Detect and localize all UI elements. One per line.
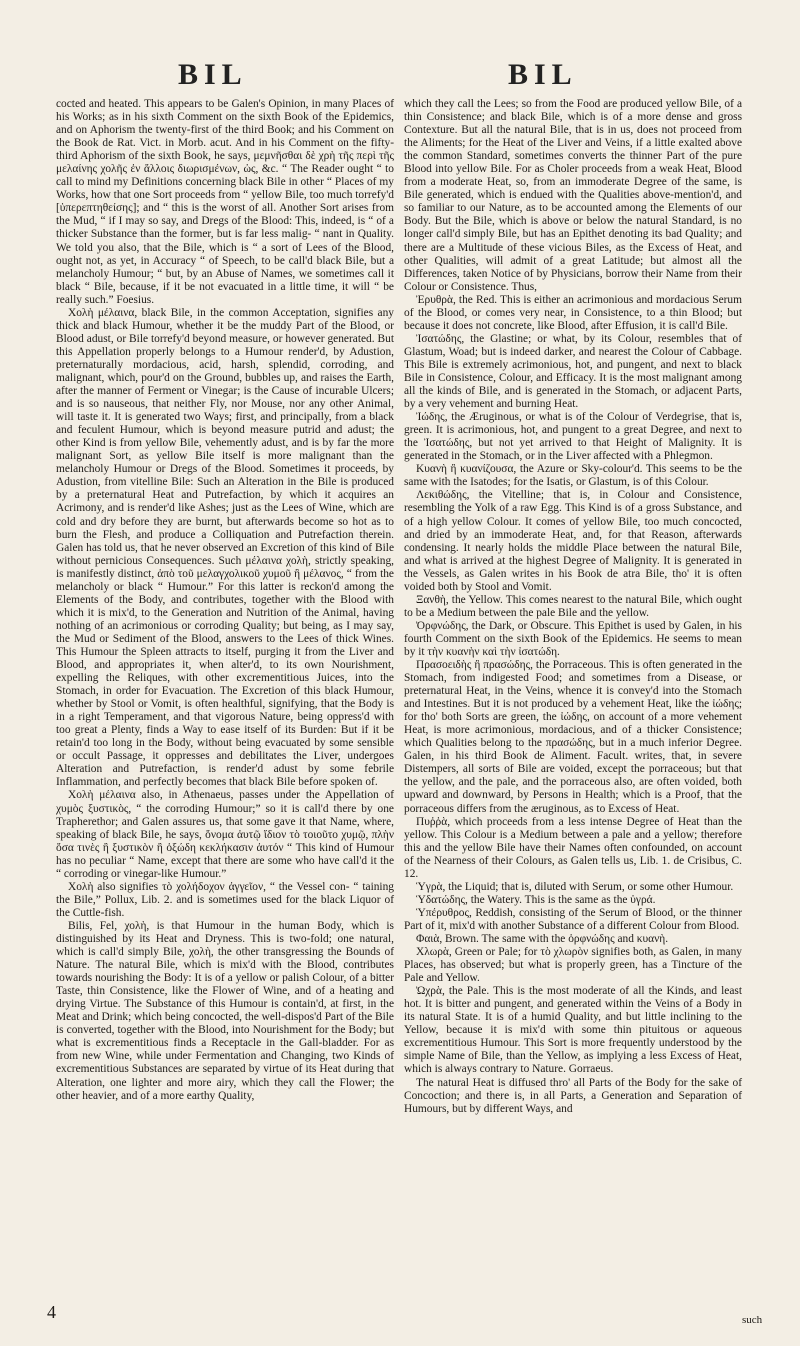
paragraph: Ὑπέρυθρος, Reddish, consisting of the Serum of Blood, or the thinner Part of it, mix'd with another Substance of a different Colour from Blood. [404,906,742,932]
paragraph: The natural Heat is diffused thro' all Parts of the Body for the sake of Concoction; and there is, in all Parts, a Generation and Separation of Humours, but by different Ways, and [404,1076,742,1115]
paragraph: cocted and heated. This appears to be Galen's Opinion, in many Places of his Works; as in his sixth Comment on the sixth Book of the Epidemics, and on Aphorism the twenty-first of the third Book; and his Comment on the Book de Rat. Vict. in Morb. acut. And in his Comment on the fifty-third Aphorism of the sixth Book, he says, μεμνῆσθαι δὲ χρὴ τῆς περὶ τῆς μελαίνης χολῆς ἐν ἄλλοις διωρισμένων, ὡς, &c. “ The Reader ought “ to call to mind my Definitions concerning black Bile in other “ Places of my Works, how that one Sort proceeds from “ yellow Bile, too much torrefy'd [ὑπερεπτηθείσης]; and “ this is the worst of all. Another Sort arises from the Mud, “ if I may so say, and Dregs of the Blood: This, indeed, is “ of a thicker Substance than the former, but is far less malig- “ nant in Quality. We told you also, that the Bile, which is “ a sort of Lees of the Blood, ought not, as yet, in Accuracy “ of Speech, to be call'd black Bile, but a melancholy Humour; “ but, by an Abuse of Names, we sometimes call it black “ Bile, because, if it be not evacuated in a little time, it will “ be really such.” Foesius. [56,98,394,306]
paragraph: Λεκιθώδης, the Vitelline; that is, in Colour and Consistence, resembling the Yolk of a raw Egg. This Kind is of a gross Substance, and of a high yellow Colour. It comes of yellow Bile, too much concocted, and dried by an immoderate Heat, and, for that Reason, afterwards condensing. It nearly holds the middle Place between the natural Bile, and what is arrived at the highest Degree of Malignity. It is generated in the Vessels, as Galen writes in his Book de atra Bile, tho' it is often voided both by Stool and Vomit. [404,489,742,593]
paragraph: Χολὴ μέλαινα also, in Athenaeus, passes under the Appellation of χυμὸς ξυστικὸς, “ the corroding Humour;” so it is call'd there by one Trapherethor; and Galen assures us, that some gave it that Name, where, speaking of black Bile, he says, ὄνομα ἀυτῷ ἴδιον τὸ τοιοῦτο χυμῷ, πλὴν ὅσα τινὲς ἢ ξυστικὸν ἢ ὀξώδη κεκλήκασιν ἀυτόν “ This kind of Humour has no peculiar “ Name, except that there are some who have call'd it the “ corroding or vinegar-like Humour.” [56,789,394,880]
paragraph: Ξανθὴ, the Yellow. This comes nearest to the natural Bile, which ought to be a Medium between the pale Bile and the yellow. [404,593,742,619]
running-head-left: BIL [178,58,248,91]
running-head-right: BIL [508,58,578,91]
paragraph: Ἐρυθρὰ, the Red. This is either an acrimonious and mordacious Serum of the Blood, or comes very near, in Consistence, to a thin Blood; but because it does not concrete, like Blood, after Effusion, it is call'd Bile. [404,293,742,332]
paragraph: Χολὴ μέλαινα, black Bile, in the common Acceptation, signifies any thick and black Humour, whether it be the muddy Part of the Blood, or Blood adust, or Bile torrefy'd beyond measure, or however generated. But this Appellation properly belongs to a Humour render'd, by Adustion, preternaturally mordacious, acid, harsh, splendid, corroding, and malignant, which, pour'd on the Ground, bubbles up, and raises the Earth, after the manner of Ferment or Vinegar; is the Cause of incurable Ulcers; and is so nauseous, that neither Fly, nor Mouse, nor any other Animal, will taste it. It is generated two Ways; first, and principally, from a black and feculent Humour, which is beyond measure putrid and adust; the other Kind is from yellow Bile, vehemently adust, and is by far the more malignant Sort, as yellow Bile itself is more malignant than the melancholy Humour or Dregs of the Blood. Sometimes it proceeds, by Adustion, from vitelline Bile: Such an Alteration in the Bile is produced by a preternatural Heat and Putrefaction, by which it acquires an Acrimony, and is render'd like Ashes; just as the Lees of Wine, which are cold and dry before they are burnt, but afterwards become so hot as to burn the Flesh, and produce a Colliquation and Putrefaction therein. Galen has told us, that he never observed an Excretion of this kind of Bile without pernicious Consequences. Such μέλαινα χολὴ, strictly speaking, is manifestly distinct, ἀπὸ τοῦ μελαγχολικοῦ χυμοῦ ἢ μέλανος, “ from the melancholy or black “ Humour.” For this latter is reckon'd among the Elements of the Body, and contributes, together with the Blood with which it is mix'd, to the Generation and Nutrition of the Animal, having nothing of an acrimonious or corroding Quality; but being, as I may say, the Mud or Sediment of the Blood, answers to the Lees of thick Wines. This Humour the Spleen attracts to itself, purging it from the Liver and Blood, and appropriates it, when alter'd, to its own Nourishment, expelling the Reliques, with other excrementitious Juices, into the Stomach, in order for Evacuation. The Excretion of this black Humour, whether by Stool or Vomit, is often healthful, signifying, that the Body is in a right Temperament, and that vigorous Nature, being oppress'd with too great a Plenty, finds a Way to ease itself of its Burden: But if it be retain'd too long in the Body, without being evacuated by some sensible or occult Passage, it oppresses and debilitates the Liver, undergoes Alteration and Putrefaction, is render'd adust by some febrile Inflammation, and perfectly becomes that black Bile before spoken of. [56,306,394,789]
paragraph: which they call the Lees; so from the Food are produced yellow Bile, of a thin Consistence; and black Bile, which is of a more dense and gross Contexture. But all the natural Bile, that is in us, does not proceed from the Aliments; for the Heat of the Liver and Veins, if a little exalted above the common Standard, sometimes converts the thinner Part of the pure Blood into yellow Bile. For as Choler proceeds from a weak Heat, Blood from a moderate Heat, so, from an immoderate Degree of the same, is Bile generated, which is endued with the Qualities above-mention'd, and so familiar to our Nature, as to be accounted among the Elements of our Body. But the Bile, which is above or below the natural Standard, is no longer call'd simply Bile, but has an Epithet denoting its bad Quality; and there are a Multitude of these vicious Biles, as the Excess of Heat, and other Qualities, will admit of a great Latitude; but almost all the Differences, taken Notice of by Physicians, borrow their Name from their Colour or Consistence. Thus, [404,98,742,293]
catchword: such [742,1314,763,1326]
paragraph: Ἰσατώδης, the Glastine; or what, by its Colour, resembles that of Glastum, Woad; but is indeed darker, and nearest the Colour of Cabbage. This Bile is extremely acrimonious, hot, and pungent, and next to black Bile in Consistence, Colour, and Efficacy. It is the most malignant among all the kinds of Bile, and is generated in the Stomach, or adjacent Parts, by a very vehement and burning Heat. [404,332,742,411]
paragraph: Bilis, Fel, χολὴ, is that Humour in the human Body, which is distinguished by its Heat and Dryness. This is two-fold; one natural, which is call'd simply Bile, χολὴ, the other transgressing the Bounds of Nature. The natural Bile, which is mix'd with the Blood, contributes towards nourishing the Body: It is of a yellow or palish Colour, of a bitter Taste, thin Consistence, like the Flower of Wine, and of a heating and drying Virtue. The Substance of this Humour is contain'd, at first, in the Meat and Drink; which being concocted, the well-dispos'd Part of the Bile is converted, together with the Blood, into Nourishment for the Body; but what is excrementitious finds a Receptacle in the Gall-bladder. For as from new Wine, while under Fermentation and Changing, two Kinds of excrementitious Substances are separated by virtue of its Heat during that Alteration, one lighter and more airy, which they call the Flower; the other heavier, and of a more earthy Quality, [56,919,394,1102]
paragraph: Φαιὰ, Brown. The same with the ὀρφνώδης and κυανὴ. [416,933,669,945]
page-number: 4 [47,1302,56,1322]
left-column [56,98,394,1103]
paragraph: Χολὴ also signifies τὸ χολήδοχον ἀγγεῖον, “ the Vessel con- “ taining the Bile,” Pollux, Lib. 2. and is sometimes used for the black Liquor of the Cuttle-fish. [56,880,394,919]
paragraph: Χλωρὰ, Green or Pale; for τὸ χλωρὸν signifies both, as Galen, in many Places, has observed; but what is properly green, has a Tincture of the Pale and Yellow. [404,946,742,985]
paragraph: Ὑδατώδης, the Watery. This is the same as the ὑγρά. [416,893,656,906]
paragraph: Ὀρφνώδης, the Dark, or Obscure. This Epithet is used by Galen, in his fourth Comment on the sixth Book of the Epidemics. He seems to mean by it τὴν κυανὴν καὶ τὴν ἰσατώδη. [404,619,742,658]
paragraph: Ὠχρὰ, the Pale. This is the most moderate of all the Kinds, and least hot. It is bitter and pungent, and generated within the Veins of a Body in its natural State. It is of a humid Quality, and but little inclining to the Yellow, because it is mix'd with some thin pituitous or aqueous excrementitious Humour. This Sort is more frequently understood by the simple Name of Bile, than the Yellow, as implying a less Excess of Heat, which is always contrary to Nature. Gorraeus. [404,985,742,1076]
paragraph: Ἰώδης, the Æruginous, or what is of the Colour of Verdegrise, that is, green. It is acrimonious, hot, and pungent to a great Degree, and next to the Ἰσατώδης, but not yet arrived to that Height of Malignity. It is generated in the Stomach, or in the Liver affected with a Phlegmon. [404,411,742,463]
paragraph: Πυῤῥὰ, which proceeds from a less intense Degree of Heat than the yellow. This Colour is a Medium between a pale and a yellow; therefore this and the yellow Bile have their Names often confounded, on account of the Nearness of their Colours, as Galen tells us, Lib. 1. de Crisibus, C. 12. [404,815,742,880]
right-column [404,98,742,1116]
paragraph: Ὑγρὰ, the Liquid; that is, diluted with Serum, or some other Humour. [416,880,734,893]
paragraph: Πρασοειδὴς ἢ πρασώδης, the Porraceous. This is often generated in the Stomach, from indigested Food; and sometimes from a Disease, or preternatural Heat, in the Veins, whence it is convey'd into the Stomach and Intestines. But it is not produced by a vehement Heat, like the ἰώδης; for tho' both Sorts are green, the ἰώδης, on account of a more vehement Heat, is more acrimonious, mordacious, and of a thicker Consistence; which Qualities belong to the πρασώδης, but in a much inferior Degree. Galen, in his third Book de Aliment. Facult. writes, that, in severe Distempers, all sorts of Bile are voided, except the porraceous; but that the yellow, and the pale, and the porraceous also, are often voided, both upward and downward, by Persons in Health; which is a Proof, that the porraceous differs from the æruginous, as to Excess of Heat. [404,659,742,815]
paragraph: Κυανὴ ἢ κυανίζουσα, the Azure or Sky-colour'd. This seems to be the same with the Isatodes; for the Isatis, or Glastum, is of this Colour. [404,463,742,489]
